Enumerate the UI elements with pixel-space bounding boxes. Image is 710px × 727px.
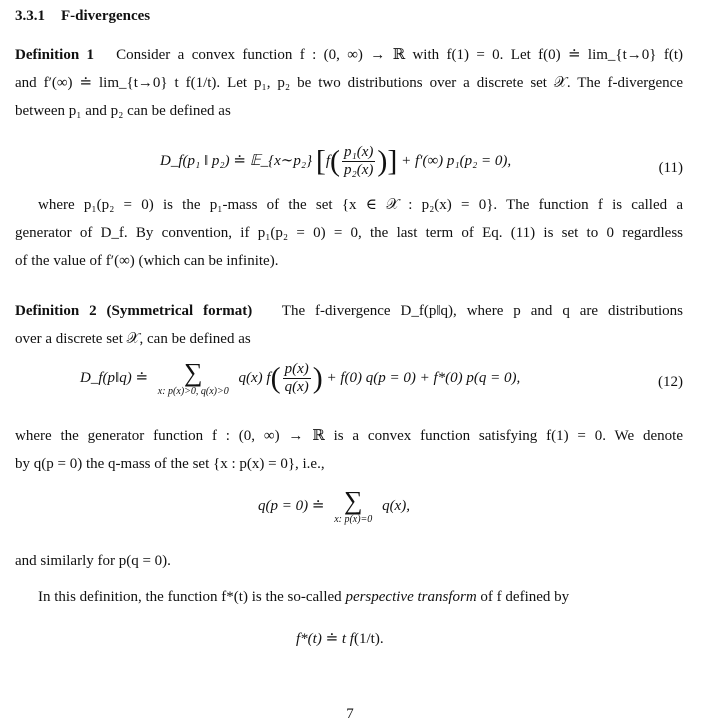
eq-lhs: D_f(p‖q) ≐ — [80, 369, 149, 386]
text: of f defined by — [480, 589, 570, 605]
def2-line-1 — [15, 302, 683, 320]
text: The f-divergence D_f(p‖q), where p and q are distributions — [281, 303, 684, 319]
def1-after-1: where p₁(p₂ = 0) is the p₁-mass of the set {x ∈ 𝒳 : p₂(x) = 0}. The function f is called a — [38, 197, 683, 213]
def1-line-3: between p₁ and p₂ can be defined as — [15, 103, 231, 119]
equation-12: D_f(p‖q) ≐ ∑ x: p(x)>0, q(x)>0 q(x) f( $\frac{p(x)}{q(x)}$ ) + f(0) q(p = 0) + f*(0) p(q = 0), — [80, 358, 521, 397]
def2-after-2: by q(p = 0) the q-mass of the set {x : p(x) = 0}, i.e., — [15, 456, 325, 472]
sum-subscript: x: p(x)=0 — [334, 514, 373, 525]
eq-rhs: + f(0) q(p = 0) + f*(0) p(q = 0), — [326, 369, 521, 386]
page-number: 7 — [346, 706, 354, 722]
section-number: 3.3.1 — [15, 8, 45, 24]
section-title: F-divergences — [61, 8, 151, 24]
eq-numerator: p(x) — [284, 361, 309, 377]
def1-line-2 — [15, 74, 683, 92]
text: and f′(∞) ≐ lim_{t→0} t f(1/t). Let p₁, p₂ be two distributions over a discrete set 𝒳. The f-divergence — [15, 75, 683, 91]
text: In this definition, the function f*(t) is the so-called — [38, 589, 342, 605]
def1-label: Definition 1 — [15, 47, 95, 63]
eq-end: . — [379, 631, 384, 647]
perspective-line — [38, 588, 683, 606]
eq-numerator: p₁(x) — [344, 144, 374, 160]
def1-after-2: generator of D_f. By convention, if p₁(p₂ = 0) = 0, the last term of Eq. (11) is set to 0 regardless — [15, 225, 683, 241]
eq-mid: q(x) f — [238, 369, 271, 386]
eq-rhs: + f′(∞) p₁(p₂ = 0), — [401, 152, 512, 169]
emphasis: perspective transform — [345, 589, 477, 605]
eq-lhs: D_f(p₁ ‖ p₂) ≐ 𝔼_{x∼p₂} — [160, 152, 313, 169]
section-heading — [15, 8, 166, 25]
def2-label: Definition 2 (Symmetrical format) — [15, 303, 253, 319]
def2-line-2: over a discrete set 𝒳, can be defined as — [15, 331, 251, 347]
def2-after-1: where the generator function f : (0, ∞) → ℝ is a convex function satisfying f(1) = 0. We denote — [15, 428, 683, 444]
equation-perspective — [296, 630, 384, 648]
eq-lhs: q(p = 0) ≐ — [258, 497, 325, 514]
eq-rhs: q(x), — [382, 497, 410, 514]
equation-11: D_f(p₁ ‖ p₂) ≐ 𝔼_{x∼p₂} [f( $\frac{\text{p₁(x)}}{\text{p₂(x)}}$ )] + f′(∞) p₁(p₂ = 0), — [160, 144, 512, 178]
eq-denominator: p₂(x) — [344, 162, 374, 178]
text: Consider a convex function f : (0, ∞) → ℝ with f(1) = 0. Let f(0) ≐ lim_{t→0} f(t) — [116, 47, 684, 63]
eq-f: f — [325, 152, 331, 169]
eq-denominator: q(x) — [284, 379, 309, 395]
sum-symbol: ∑ — [343, 486, 363, 515]
equation-number-12: (12) — [658, 374, 683, 390]
def1-after-3: of the value of f′(∞) (which can be infinite). — [15, 253, 279, 269]
sum-symbol: ∑ — [183, 358, 203, 387]
eq-lhs: f*(t) ≐ t f — [296, 631, 354, 647]
def1-line-1 — [15, 46, 683, 64]
similarly-line: and similarly for p(q = 0). — [15, 553, 171, 569]
equation-number-11: (11) — [658, 160, 683, 176]
equation-qmass — [258, 488, 410, 525]
eq-arg: (1/t) — [353, 631, 380, 647]
sum-subscript: x: p(x)>0, q(x)>0 — [157, 386, 229, 397]
summation — [334, 488, 372, 525]
summation — [158, 360, 229, 397]
